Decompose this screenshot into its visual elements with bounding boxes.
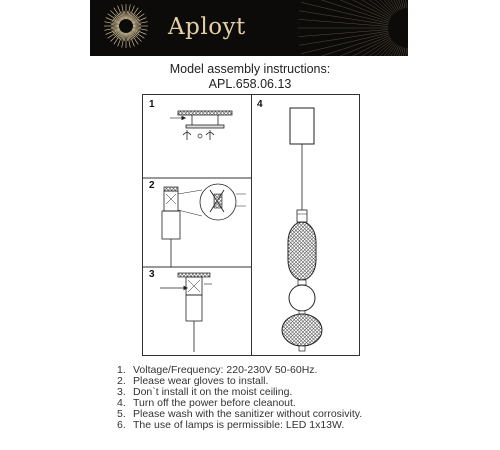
step-4-label: 4 <box>257 99 263 110</box>
assembly-diagram <box>142 94 360 356</box>
brand-name: Aployt <box>168 14 246 40</box>
instruction-item: 2. Please wear gloves to install. <box>117 374 269 387</box>
page-title: Model assembly instructions: <box>169 62 331 76</box>
instructions-list <box>117 365 362 430</box>
instruction-item: 5. Please wash with the sanitizer without corrosivity. <box>117 407 363 420</box>
step-2-illustration <box>162 184 246 267</box>
steps-1-3-frame <box>143 95 252 356</box>
step-1-label: 1 <box>149 99 155 110</box>
brand-banner <box>90 0 408 56</box>
step-3-label: 3 <box>149 269 155 280</box>
sunburst-logo-icon <box>90 0 408 56</box>
model-number: APL.658.06.13 <box>208 77 292 91</box>
instruction-item: 6. The use of lamps is permissible: LED 1x13W. <box>117 418 345 431</box>
instruction-item: 3. Don`t install it on the moist ceiling. <box>117 385 293 398</box>
step-4-lamp-illustration <box>282 108 322 351</box>
step-2-label: 2 <box>149 180 155 191</box>
instruction-item: 4. Turn off the power before cleanout. <box>117 396 296 409</box>
step-1-illustration <box>170 111 232 140</box>
step-3-illustration <box>160 273 212 352</box>
instruction-item: 1. Voltage/Frequency: 220-230V 50-60Hz. <box>117 364 318 376</box>
